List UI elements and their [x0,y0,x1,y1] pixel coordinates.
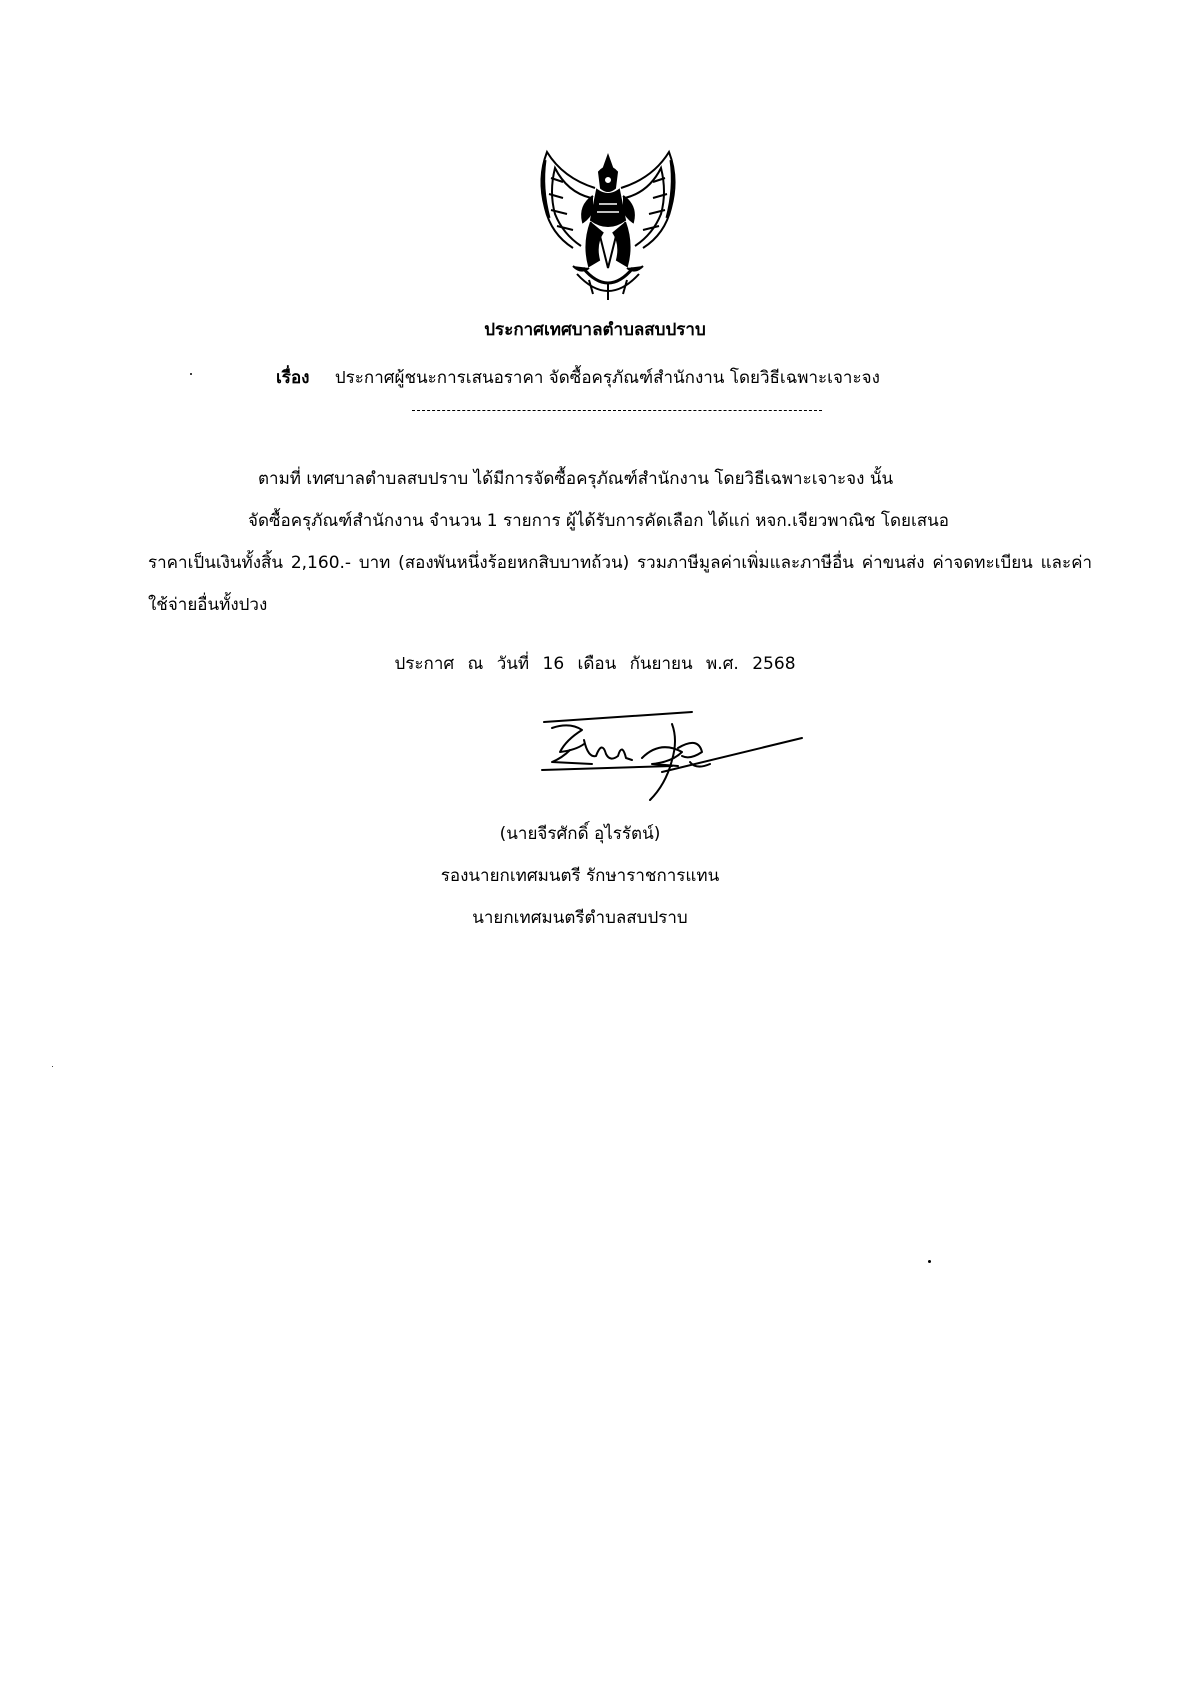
subject-text: ประกาศผู้ชนะการเสนอราคา จัดซื้อครุภัณฑ์สำนักงาน โดยวิธีเฉพาะเจาะจง [334,368,880,388]
signer-position-secondary: นายกเทศมนตรีตำบลสบปราบ [472,908,688,928]
scan-speck [928,1260,931,1263]
signer-name: (นายจีรศักดิ์ อุไรรัตน์) [499,824,661,844]
paragraph-2-rest: ราคาเป็นเงินทั้งสิ้น 2,160.- บาท (สองพันหนึ่งร้อยหกสิบบาทถ้วน) รวมภาษีมูลค่าเพิ่มและภาษีอื่น ค่าขนส่ง ค่าจดทะเบียน และค่าใช้จ่ายอื่นทั้งปวง [148,553,1092,615]
handwritten-signature [522,700,812,820]
announcement-title: ประกาศเทศบาลตำบลสบปราบ [484,320,706,340]
scan-speck [190,373,192,375]
subject-line [276,364,880,391]
scan-speck [52,1066,53,1067]
announcement-date: ประกาศ ณ วันที่ 16 เดือน กันยายน พ.ศ. 2568 [394,654,796,674]
paragraph-1: ตามที่ เทศบาลตำบลสบปราบ ได้มีการจัดซื้อครุภัณฑ์สำนักงาน โดยวิธีเฉพาะเจาะจง นั้น [258,469,894,489]
garuda-emblem-icon [533,148,683,308]
announcement-body [148,458,1092,626]
divider-line [412,410,822,411]
paragraph-2-line-1: จัดซื้อครุภัณฑ์สำนักงาน จำนวน 1 รายการ ผู้ได้รับการคัดเลือก ได้แก่ หจก.เจียวพาณิช โดยเสนอ [248,511,949,531]
subject-label: เรื่อง [276,368,310,388]
signer-position: รองนายกเทศมนตรี รักษาราชการแทน [440,866,720,886]
